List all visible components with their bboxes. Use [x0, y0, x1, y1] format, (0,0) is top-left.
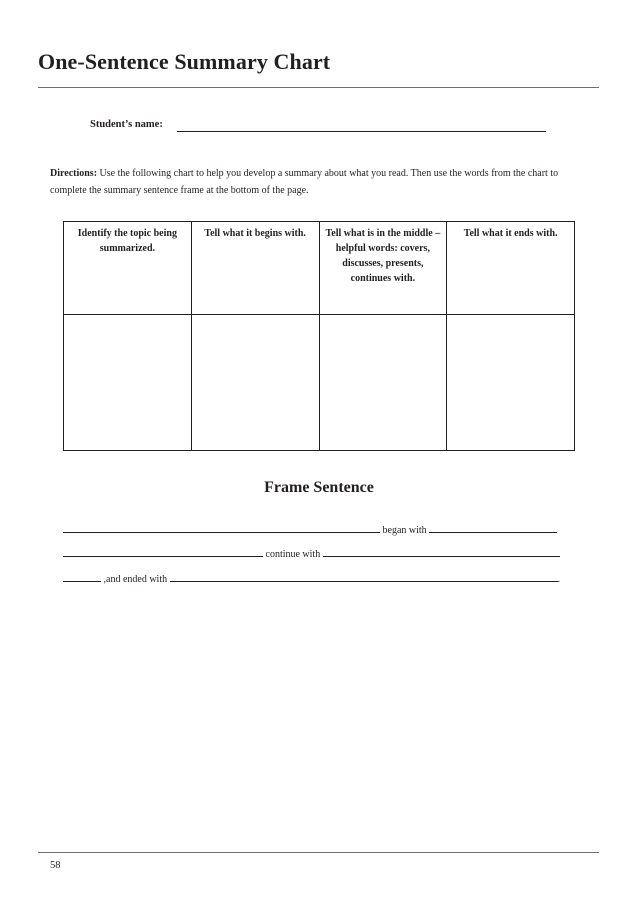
- summary-chart: [63, 221, 575, 451]
- begins-blank[interactable]: [429, 523, 557, 533]
- header-middle: Tell what is in the middle – helpful words: covers, discusses, presents, continues with.: [319, 222, 447, 315]
- page-title: One-Sentence Summary Chart: [38, 49, 331, 74]
- student-name-field[interactable]: [177, 131, 546, 132]
- chart-header-row: [64, 222, 575, 315]
- middle-answer-cell[interactable]: [319, 315, 447, 451]
- directions: [50, 165, 584, 199]
- topic-answer-cell[interactable]: [64, 315, 192, 451]
- frame-began-with: began with: [380, 525, 430, 536]
- footer-divider: [38, 852, 599, 853]
- header-divider: [38, 87, 599, 88]
- ends-subject-blank[interactable]: [63, 572, 101, 582]
- frame-continue-with: continue with: [263, 549, 323, 560]
- frame-line-1: [63, 523, 557, 537]
- frame-line-2: [63, 547, 560, 561]
- page-number: 58: [50, 860, 61, 871]
- chart-answer-row: [64, 315, 575, 451]
- header-begins: Tell what it begins with.: [191, 222, 319, 315]
- directions-label: Directions:: [50, 168, 98, 179]
- middle-subject-blank[interactable]: [63, 547, 263, 557]
- student-name-label: Student’s name:: [90, 119, 163, 130]
- frame-ended-with: ,and ended with: [101, 574, 170, 585]
- frame-line-3: [63, 572, 560, 586]
- header-topic: Identify the topic being summarized.: [64, 222, 192, 315]
- topic-blank[interactable]: [63, 523, 380, 533]
- ends-blank[interactable]: [170, 572, 558, 582]
- ends-answer-cell[interactable]: [447, 315, 575, 451]
- header-ends: Tell what it ends with.: [447, 222, 575, 315]
- middle-blank[interactable]: [323, 547, 560, 557]
- frame-period: .: [557, 574, 561, 585]
- directions-text: Use the following chart to help you develop a summary about what you read. Then use the words from the chart to complete the summary sentence frame at the bottom of the page.: [50, 168, 559, 196]
- frame-sentence-heading: Frame Sentence: [264, 479, 374, 496]
- begins-answer-cell[interactable]: [191, 315, 319, 451]
